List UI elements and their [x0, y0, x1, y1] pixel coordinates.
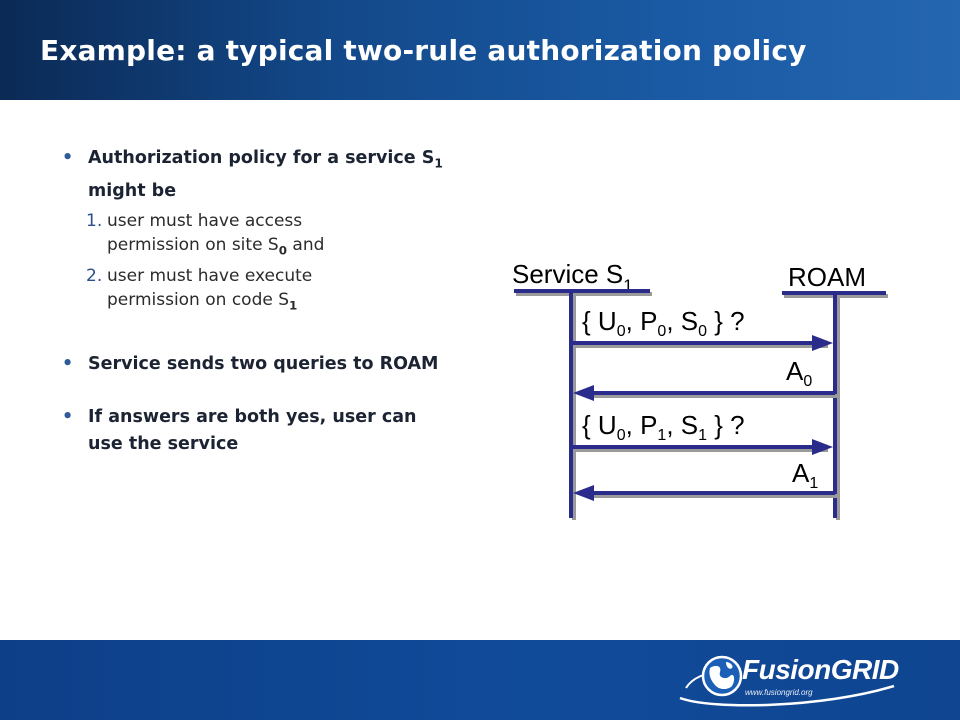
- bullet-subscript: 1: [434, 156, 443, 171]
- logo-text: FusionGRID: [742, 654, 899, 685]
- service-label: [512, 259, 633, 295]
- bullet-text: Authorization policy for a service S: [88, 148, 435, 168]
- answer-1-arrowhead: [573, 385, 594, 401]
- answer-2-arrowhead: [573, 485, 594, 501]
- globe-icon: [703, 657, 741, 695]
- bullet-item-queries: [62, 351, 512, 378]
- answer-2-label: $A_1$: [792, 458, 819, 492]
- rule-text-tail: and: [287, 234, 325, 255]
- bullet-text-line2: might be: [88, 180, 177, 201]
- query-2-arrowhead: [812, 439, 833, 455]
- bullet-text: If answers are both yes, user can: [88, 407, 417, 428]
- rule-number: 2.: [86, 265, 103, 286]
- bullet-item-policy: [62, 145, 512, 205]
- answer-1-label: $A_0$: [786, 356, 813, 390]
- rule-subscript: 0: [278, 242, 287, 257]
- bullet-text: Service sends two queries to ROAM: [88, 354, 439, 375]
- query-2-label: { $U_0$, $P_1$, $S_1$ } ?: [582, 410, 745, 444]
- roam-label: ROAM: [788, 262, 866, 292]
- rule-text: user must have execute: [107, 265, 313, 286]
- service-label-subscript: 1: [623, 276, 633, 295]
- rule-item-1: [62, 209, 512, 262]
- slide-title: Example: a typical two-rule authorization policy: [40, 34, 807, 67]
- rule-text-line2: permission on site S: [107, 234, 279, 255]
- rule-text: user must have access: [107, 210, 303, 231]
- query-1-label: { $U_0$, $P_0$, $S_0$ } ?: [582, 306, 745, 340]
- rule-text-line2: permission on code S: [107, 289, 290, 310]
- bullet-text-line2: use the service: [88, 434, 239, 455]
- rule-number: 1.: [86, 210, 103, 231]
- bullet-list: [62, 145, 512, 458]
- rule-subscript: 1: [289, 298, 298, 313]
- bullet-item-answers: [62, 404, 512, 458]
- service-label-text: Service S: [512, 259, 624, 289]
- logo-url: www.fusiongrid.org: [745, 688, 813, 697]
- rule-item-2: [62, 264, 512, 317]
- query-1-arrowhead: [812, 335, 833, 351]
